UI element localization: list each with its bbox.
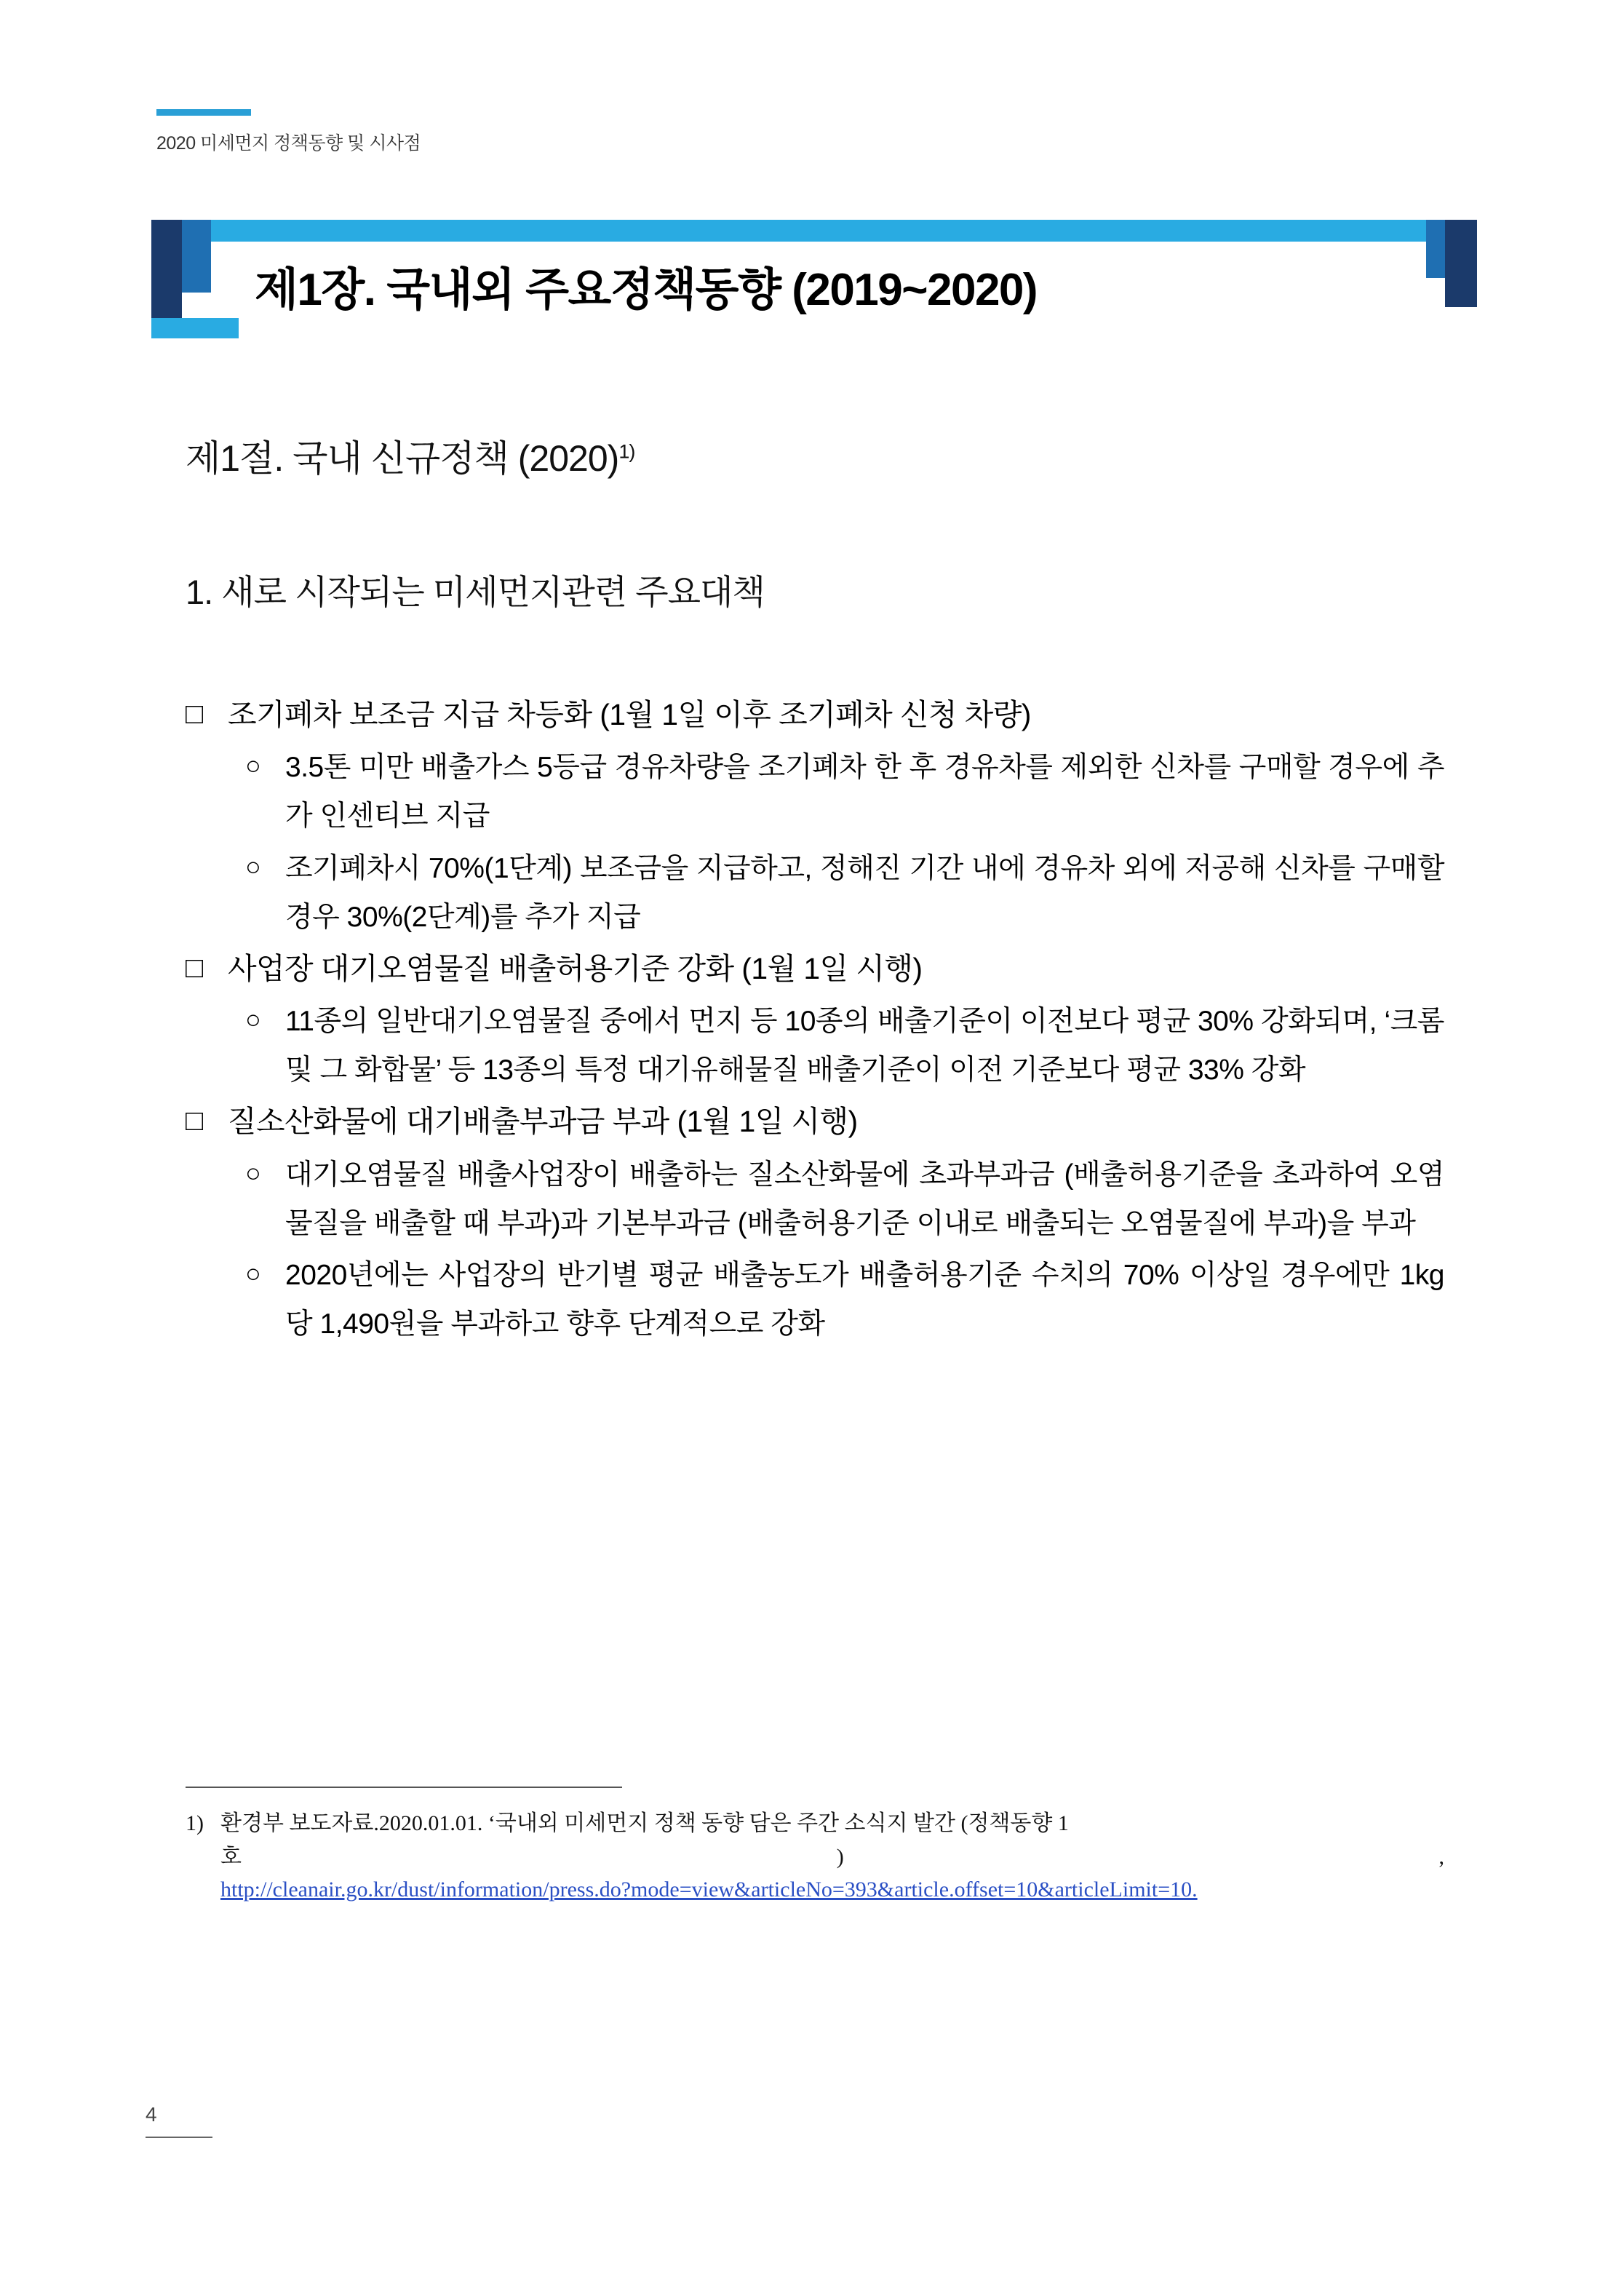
running-head-text: 2020 미세먼지 정책동향 및 시사점 bbox=[156, 133, 421, 154]
list-subitem bbox=[245, 743, 1444, 841]
document-body bbox=[186, 429, 1444, 1351]
running-head-accent-bar bbox=[156, 109, 251, 116]
banner-lower-bar bbox=[151, 318, 239, 338]
list-item-text: 조기폐차 보조금 지급 차등화 (1월 1일 이후 조기폐차 신청 차량) bbox=[228, 698, 1031, 731]
footnote-line-2-right: ) bbox=[836, 1844, 844, 1869]
footnote-area bbox=[186, 1787, 1444, 1907]
list-subitem-text: 3.5톤 미만 배출가스 5등급 경유차량을 조기폐차 한 후 경유차를 제외한 신차를 구매할 경우에 추가 인센티브 지급 bbox=[285, 752, 1444, 833]
list-marker-square: □ bbox=[186, 1105, 204, 1137]
list-item-text: 사업장 대기오염물질 배출허용기준 강화 (1월 1일 시행) bbox=[228, 951, 923, 985]
footnote bbox=[186, 1807, 1444, 1907]
subsection-title: 1. 새로 시작되는 미세먼지관련 주요대책 bbox=[186, 573, 765, 611]
footnote-number: 1) bbox=[186, 1811, 204, 1835]
page-footer bbox=[146, 2103, 291, 2138]
footnote-line-2-comma: , bbox=[1438, 1844, 1444, 1869]
chapter-banner bbox=[146, 211, 1477, 357]
list-item bbox=[186, 1097, 1444, 1145]
list-marker-circle: ○ bbox=[245, 1257, 261, 1288]
page-number: 4 bbox=[146, 2103, 157, 2126]
list-subitem-text: 2020년에는 사업장의 반기별 평균 배출농도가 배출허용기준 수치의 70% 이상일 경우에만 1kg 당 1,490원을 부과하고 향후 단계적으로 강화 bbox=[285, 1259, 1444, 1340]
list-marker-square: □ bbox=[186, 698, 204, 730]
list-subitem bbox=[245, 1251, 1444, 1348]
banner-top-bar bbox=[211, 220, 1477, 242]
banner-right-dark-block bbox=[1445, 220, 1477, 307]
list-item bbox=[186, 945, 1444, 993]
list-item-text: 질소산화물에 대기배출부과금 부과 (1월 1일 시행) bbox=[228, 1105, 858, 1139]
footnote-line-2-left: 호 bbox=[220, 1844, 242, 1869]
section-footnote-marker: 1) bbox=[618, 440, 635, 463]
section-title-text: 제1절. 국내 신규정책 (2020) bbox=[186, 438, 619, 479]
chapter-title: 제1장. 국내외 주요정책동향 (2019~2020) bbox=[255, 265, 1038, 315]
policy-list bbox=[186, 691, 1444, 1348]
list-marker-circle: ○ bbox=[245, 1004, 261, 1035]
list-marker-circle: ○ bbox=[245, 750, 261, 781]
banner-left-mid-block bbox=[182, 220, 211, 293]
list-marker-circle: ○ bbox=[245, 1157, 261, 1188]
list-subitem-text: 대기오염물질 배출사업장이 배출하는 질소산화물에 초과부과금 (배출허용기준을 초과하여 오염물질을 배출할 때 부과)과 기본부과금 (배출허용기준 이내로 배출되는 오염물질에 부과)을 부과 bbox=[285, 1159, 1444, 1239]
list-marker-square: □ bbox=[186, 951, 204, 984]
list-subitem-text: 11종의 일반대기오염물질 중에서 먼지 등 10종의 배출기준이 이전보다 평균 30% 강화되며, ‘크롬 및 그 화합물’ 등 13종의 특정 대기유해물질 배출기준이 이전 기준보다 평균 33% 강화 bbox=[285, 1006, 1444, 1086]
footnote-divider bbox=[186, 1787, 622, 1788]
footnote-line-2 bbox=[220, 1840, 1444, 1874]
section-title bbox=[186, 429, 1444, 482]
footnote-source-link[interactable]: http://cleanair.go.kr/dust/information/press.do?mode=view&articleNo=393&article.offset=10&articleLimit=10. bbox=[220, 1877, 1198, 1902]
list-marker-circle: ○ bbox=[245, 851, 261, 881]
list-subitem bbox=[245, 997, 1444, 1094]
list-item bbox=[186, 691, 1444, 739]
list-subitem bbox=[245, 844, 1444, 942]
footnote-line-1: 환경부 보도자료.2020.01.01. ‘국내외 미세먼지 정책 동향 담은 주간 소식지 발간 (정책동향 1 bbox=[220, 1811, 1069, 1835]
footnote-body bbox=[220, 1807, 1444, 1907]
list-subitem bbox=[245, 1151, 1444, 1248]
running-head bbox=[156, 109, 884, 155]
banner-right-mid-block bbox=[1426, 220, 1445, 278]
list-subitem-text: 조기폐차시 70%(1단계) 보조금을 지급하고, 정해진 기간 내에 경유차 외에 저공해 신차를 구매할 경우 30%(2단계)를 추가 지급 bbox=[285, 852, 1444, 933]
banner-left-dark-block bbox=[151, 220, 182, 318]
page-number-rule bbox=[146, 2137, 212, 2138]
